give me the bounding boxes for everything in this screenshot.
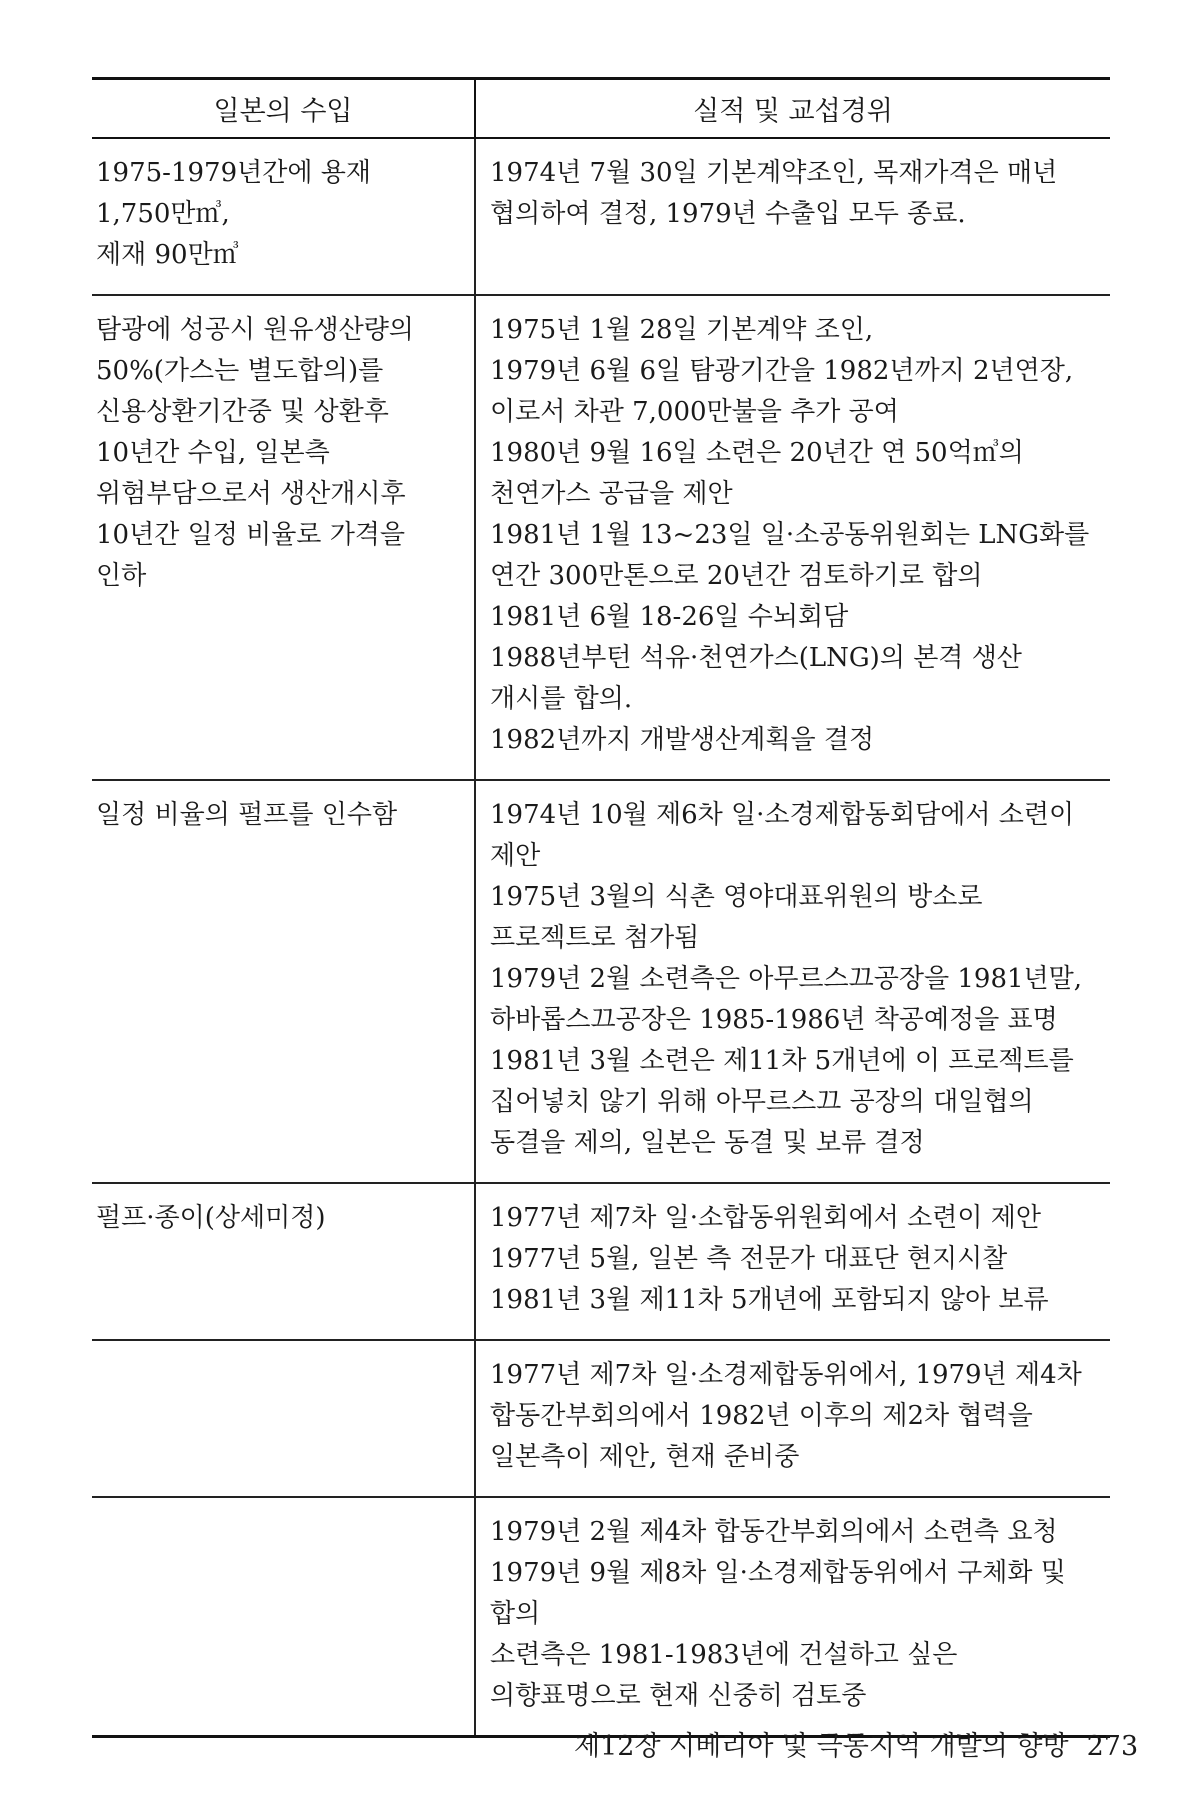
cell-japan-import — [92, 1497, 475, 1737]
history-entry: 1981년 6월 18-26일 수뇌회담 — [490, 602, 849, 632]
cell-results-history — [475, 1340, 1110, 1497]
cell-results-history — [475, 780, 1110, 1183]
history-entry: 1979년 2월 제4차 합동간부회의에서 소련측 요청 — [490, 1517, 1058, 1547]
history-entry: 1979년 6월 6일 탐광기간을 1982년까지 2년연장, 이로서 차관 7,000만불을 추가 공여 — [490, 356, 1074, 427]
cell-japan-import — [92, 1340, 475, 1497]
history-entry: 1981년 3월 소련은 제11차 5개년에 이 프로젝트를 집어넣치 않기 위해 아무르스끄 공장의 대일협의 동결을 제의, 일본은 동결 및 보류 결정 — [490, 1046, 1074, 1158]
history-entry: 1975년 1월 28일 기본계약 조인, — [490, 315, 874, 345]
history-entry: 1981년 1월 13~23일 일·소공동위원회는 LNG화를 연간 300만톤으로 20년간 검토하기로 합의 — [490, 520, 1090, 591]
history-entry: 1981년 3월 제11차 5개년에 포함되지 않아 보류 — [490, 1285, 1049, 1315]
cell-results-history — [475, 1183, 1110, 1340]
cell-japan-import — [92, 295, 475, 780]
history-entry: 1975년 3월의 식촌 영야대표위원의 방소로 프로젝트로 첨가됨 — [490, 882, 983, 953]
table-body — [92, 138, 1110, 1737]
history-entry: 1979년 9월 제8차 일·소경제합동위에서 구체화 및 합의 — [490, 1558, 1066, 1629]
cell-results-history — [475, 1497, 1110, 1737]
import-text: 펄프·종이(상세미정) — [96, 1203, 326, 1233]
page-number: 273 — [1086, 1731, 1139, 1762]
import-text: 탐광에 성공시 원유생산량의 50%(가스는 별도합의)를 신용상환기간중 및 상환후 10년간 수입, 일본측 위험부담으로서 생산개시후 10년간 일정 비율로 가격을 인하 — [96, 315, 414, 591]
history-entry: 1977년 5월, 일본 측 전문가 대표단 현지시찰 — [490, 1244, 1008, 1274]
import-text: 제재 90만㎥ — [96, 240, 239, 270]
cell-japan-import — [92, 138, 475, 295]
history-entry: 소련측은 1981-1983년에 건설하고 싶은 의향표명으로 현재 신중히 검토중 — [490, 1640, 958, 1711]
table-row — [92, 295, 1110, 780]
table-row — [92, 1340, 1110, 1497]
chapter-title: 제12장 시베리아 및 극동지역 개발의 향방 — [574, 1731, 1069, 1762]
table-row — [92, 780, 1110, 1183]
history-entry: 1988년부턴 석유·천연가스(LNG)의 본격 생산 개시를 합의. — [490, 643, 1022, 714]
table-row — [92, 138, 1110, 295]
table-row — [92, 1183, 1110, 1340]
history-entry: 1979년 2월 소련측은 아무르스끄공장을 1981년말, 하바롭스끄공장은 1985-1986년 착공예정을 표명 — [490, 964, 1083, 1035]
import-text: 1975-1979년간에 용재 1,750만㎥, — [96, 158, 371, 229]
cell-japan-import — [92, 780, 475, 1183]
negotiation-table — [92, 77, 1110, 1738]
history-entry: 1977년 제7차 일·소합동위원회에서 소련이 제안 — [490, 1203, 1042, 1233]
history-entry: 1974년 7월 30일 기본계약조인, 목재가격은 매년 협의하여 결정, 1979년 수출입 모두 종료. — [490, 158, 1058, 229]
table-header-row — [92, 79, 1110, 139]
history-entry: 1982년까지 개발생산계획을 결정 — [490, 725, 875, 755]
page-footer — [574, 1724, 1139, 1763]
cell-results-history — [475, 138, 1110, 295]
table-row — [92, 1497, 1110, 1737]
cell-japan-import — [92, 1183, 475, 1340]
history-entry: 1977년 제7차 일·소경제합동위에서, 1979년 제4차 합동간부회의에서 1982년 이후의 제2차 협력을 일본측이 제안, 현재 준비중 — [490, 1360, 1082, 1472]
import-text: 일정 비율의 펄프를 인수함 — [96, 800, 398, 830]
header-results-history: 실적 및 교섭경위 — [475, 79, 1110, 139]
history-entry: 1980년 9월 16일 소련은 20년간 연 50억㎥의 천연가스 공급을 제안 — [490, 438, 1024, 509]
history-entry: 1974년 10월 제6차 일·소경제합동회담에서 소련이 제안 — [490, 800, 1075, 871]
header-japan-imports: 일본의 수입 — [92, 79, 475, 139]
cell-results-history — [475, 295, 1110, 780]
